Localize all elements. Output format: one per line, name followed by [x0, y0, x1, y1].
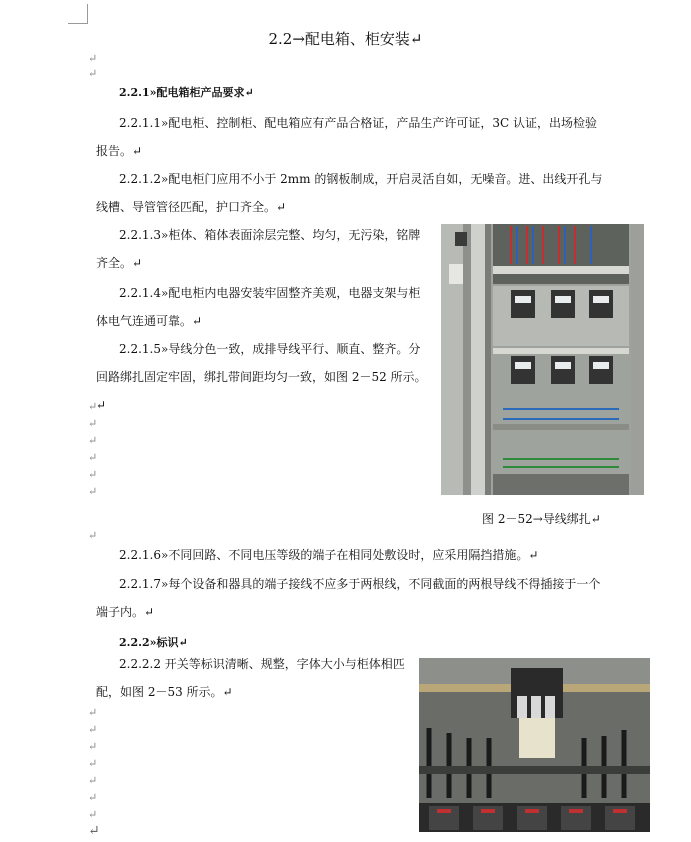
- paragraph-2-2-1-1: 2.2.1.1»配电柜、控制柜、配电箱应有产品合格证，产品生产许可证，3C 认证，出场检验报告。↵: [96, 116, 597, 158]
- empty-paragraph-mark: ↵: [88, 823, 100, 839]
- figure-2-52-wiring-photo: [441, 224, 644, 495]
- paragraph-2-2-2-2: 2.2.2.2 开关等标识清晰、规整，字体大小与柜体相匹配，如图 2－53 所示。↵: [96, 657, 405, 699]
- paragraph-2-2-1-3: 2.2.1.3»柜体、箱体表面涂层完整、均匀，无污染，铭牌齐全。↵: [96, 228, 421, 270]
- empty-paragraph-mark: ↵: [88, 400, 98, 413]
- empty-paragraph-mark: ↵: [88, 774, 98, 787]
- figure-2-52-caption: 图 2－52→导线绑扎↵: [482, 512, 601, 526]
- section-heading-2-2-2: 2.2.2»标识↵: [119, 636, 188, 649]
- page-corner-mark: [68, 4, 88, 24]
- empty-paragraph-mark: ↵: [88, 451, 98, 464]
- empty-paragraph-mark: ↵: [88, 67, 98, 80]
- empty-paragraph-mark: ↵: [88, 52, 98, 65]
- empty-paragraph-mark: ↵: [88, 740, 98, 753]
- empty-paragraph-mark: ↵: [88, 706, 98, 719]
- empty-paragraph-mark: ↵: [88, 485, 98, 498]
- paragraph-2-2-1-7: 2.2.1.7»每个设备和器具的端子接线不应多于两根线，不同截面的两根导线不得插接于一个端子内。↵: [96, 577, 601, 619]
- empty-paragraph-mark: ↵: [88, 791, 98, 804]
- empty-paragraph-mark: ↵: [88, 808, 98, 821]
- empty-paragraph-mark: ↵: [88, 529, 98, 542]
- empty-paragraph-mark: ↵: [88, 757, 98, 770]
- paragraph-2-2-1-4: 2.2.1.4»配电柜内电器安装牢固整齐美观，电器支架与柜体电气连通可靠。↵: [96, 286, 421, 328]
- paragraph-2-2-1-6: 2.2.1.6»不同回路、不同电压等级的端子在相同处敷设时，应采用隔挡措施。↵: [119, 548, 539, 562]
- empty-paragraph-mark: ↵: [88, 723, 98, 736]
- section-heading-2-2-1: 2.2.1»配电箱柜产品要求↵: [119, 86, 254, 99]
- paragraph-2-2-1-2: 2.2.1.2»配电柜门应用不小于 2mm 的钢板制成，开启灵活自如，无噪音。进、出线开孔与线槽、导管管径匹配，护口齐全。↵: [96, 172, 603, 214]
- empty-paragraph-mark: ↵: [88, 417, 98, 430]
- empty-paragraph-mark: ↵: [88, 468, 98, 481]
- figure-2-53-label-photo: [419, 658, 650, 832]
- page-title: 2.2→配电箱、柜安装↵: [268, 30, 423, 48]
- empty-paragraph-mark: ↵: [88, 434, 98, 447]
- paragraph-2-2-1-5: 2.2.1.5»导线分色一致，成排导线平行、顺直、整齐。分回路绑扎固定牢固，绑扎带间距均匀一致，如图 2－52 所示。↵: [96, 342, 427, 412]
